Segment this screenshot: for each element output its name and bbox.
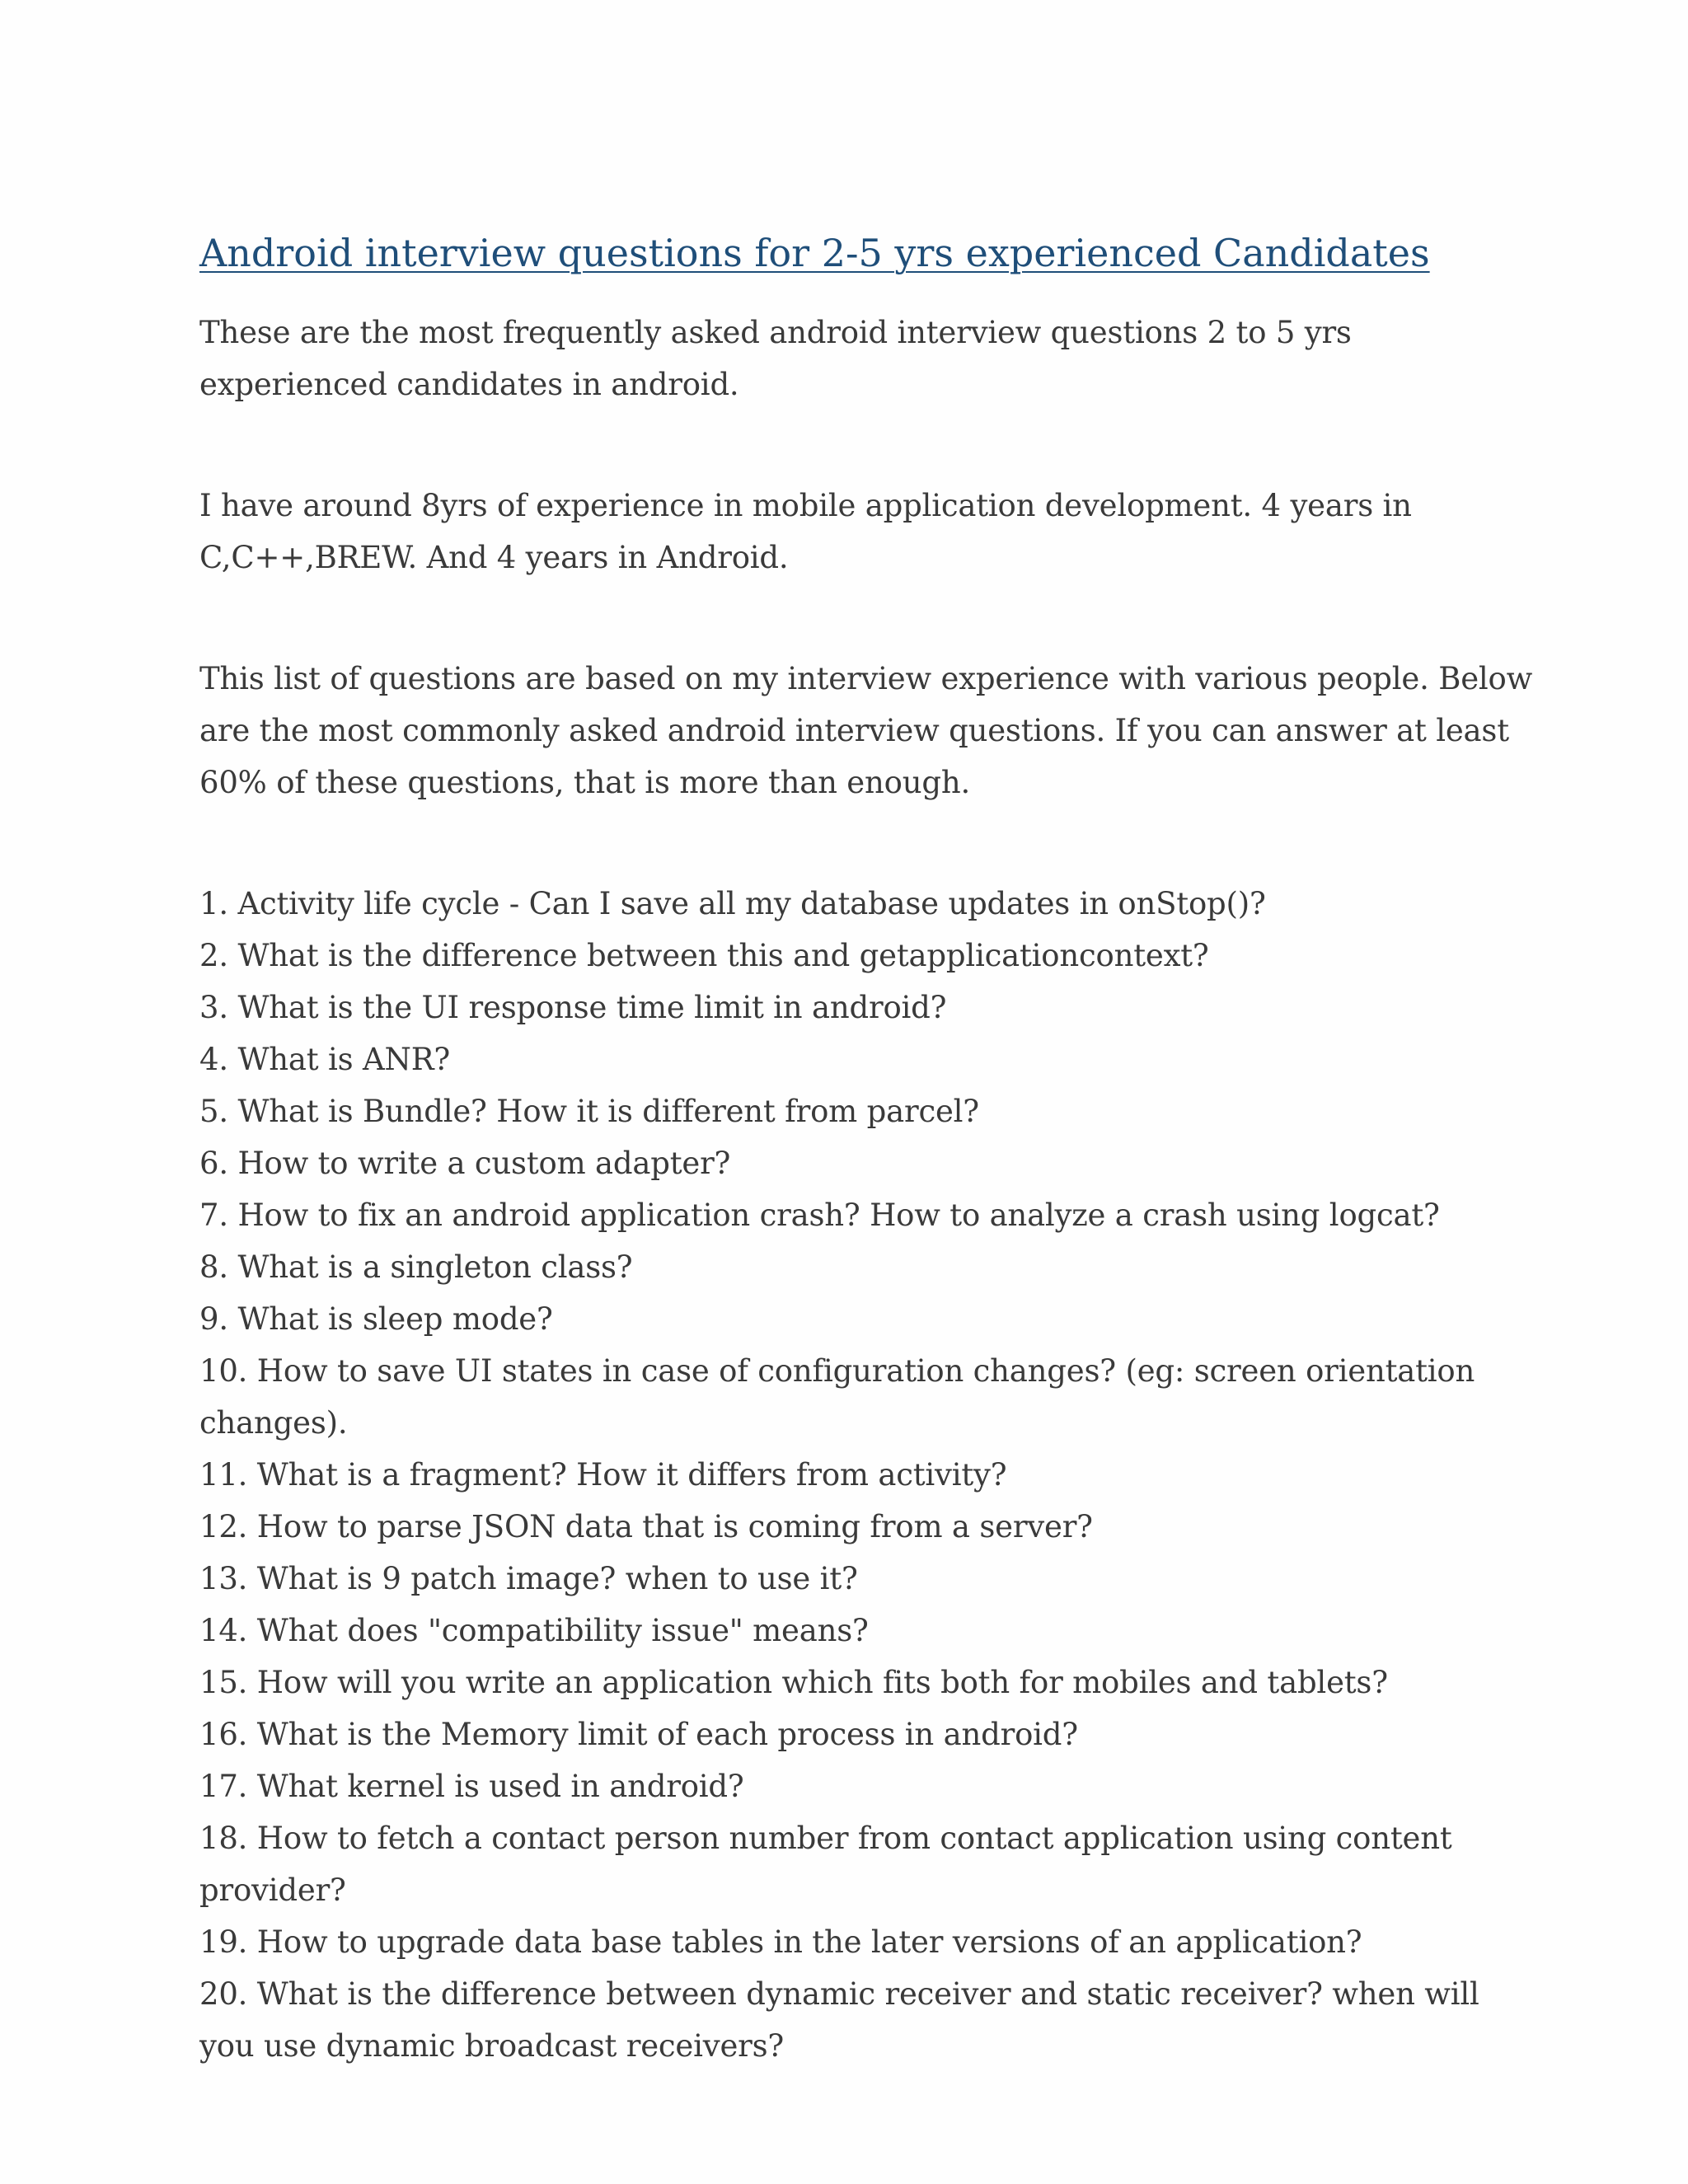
title-link[interactable]: Android interview questions for 2-5 yrs experienced Candidates [199,231,1430,275]
intro-paragraph: These are the most frequently asked android interview questions 2 to 5 yrs experienced candidates in android. [199,315,1352,402]
question-item: 4. What is ANR? [199,1042,450,1077]
question-item: 5. What is Bundle? How it is different from parcel? [199,1094,979,1129]
question-item: 6. How to write a custom adapter? [199,1146,731,1181]
question-item: 15. How will you write an application which fits both for mobiles and tablets? [199,1665,1388,1700]
question-list [199,878,1535,2072]
question-item: 1. Activity life cycle - Can I save all my database updates in onStop()? [199,886,1266,921]
question-item: 3. What is the UI response time limit in android? [199,990,947,1025]
question-item: 10. How to save UI states in case of configuration changes? (eg: screen orientation changes). [199,1353,1475,1441]
question-item: 11. What is a fragment? How it differs from activity? [199,1457,1007,1493]
list-description-paragraph: This list of questions are based on my interview experience with various people. Below are the most commonly asked android interview questions. If you can answer at least 60% of these questions, that is more than enough. [199,661,1533,800]
question-item: 17. What kernel is used in android? [199,1769,744,1804]
question-item: 12. How to parse JSON data that is coming from a server? [199,1509,1093,1544]
document-content [199,224,1535,2072]
question-item: 7. How to fix an android application crash? How to analyze a crash using logcat? [199,1197,1440,1233]
question-item: 16. What is the Memory limit of each process in android? [199,1717,1078,1752]
question-item: 9. What is sleep mode? [199,1301,553,1337]
question-item: 13. What is 9 patch image? when to use it? [199,1561,858,1596]
question-item: 20. What is the difference between dynamic receiver and static receiver? when will you use dynamic broadcast receivers? [199,1976,1479,2064]
question-item: 14. What does "compatibility issue" means? [199,1613,869,1648]
experience-paragraph: I have around 8yrs of experience in mobile application development. 4 years in C,C++,BREW. And 4 years in Android. [199,488,1412,575]
question-item: 8. What is a singleton class? [199,1249,633,1285]
question-item: 19. How to upgrade data base tables in the later versions of an application? [199,1924,1362,1960]
question-item: 18. How to fetch a contact person number from contact application using content provider? [199,1821,1452,1908]
question-item: 2. What is the difference between this and getapplicationcontext? [199,938,1209,973]
